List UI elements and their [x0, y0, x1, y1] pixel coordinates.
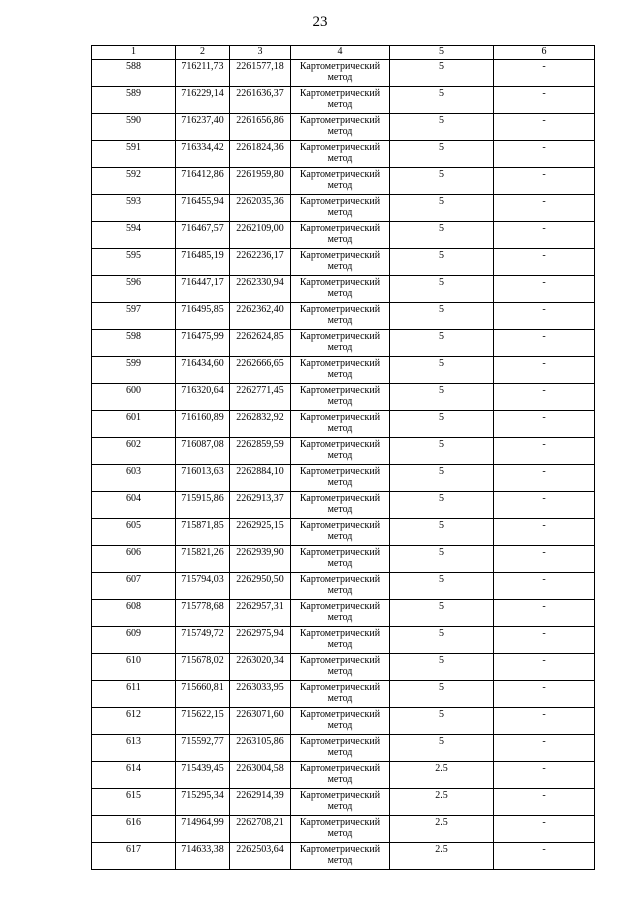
method-cell: Картометрический метод: [291, 384, 390, 411]
description-cell: -: [494, 87, 595, 114]
table-header: [92, 46, 595, 60]
x-coordinate-cell: 716160,89: [176, 411, 230, 438]
x-coordinate-cell: 715915,86: [176, 492, 230, 519]
y-coordinate-cell: 2261824,36: [230, 141, 291, 168]
method-cell: Картометрический метод: [291, 141, 390, 168]
x-coordinate-cell: 716434,60: [176, 357, 230, 384]
table-row: [92, 681, 595, 708]
point-number-cell: 617: [92, 843, 176, 870]
x-coordinate-cell: 716485,19: [176, 249, 230, 276]
description-cell: -: [494, 384, 595, 411]
description-cell: -: [494, 114, 595, 141]
accuracy-cell: 2.5: [390, 762, 494, 789]
table-row: [92, 249, 595, 276]
table-row: [92, 492, 595, 519]
accuracy-cell: 5: [390, 60, 494, 87]
point-number-cell: 594: [92, 222, 176, 249]
method-cell: Картометрический метод: [291, 681, 390, 708]
point-number-cell: 615: [92, 789, 176, 816]
accuracy-cell: 5: [390, 276, 494, 303]
accuracy-cell: 5: [390, 87, 494, 114]
y-coordinate-cell: 2262708,21: [230, 816, 291, 843]
x-coordinate-cell: 715678,02: [176, 654, 230, 681]
x-coordinate-cell: 716447,17: [176, 276, 230, 303]
table-row: [92, 708, 595, 735]
description-cell: -: [494, 168, 595, 195]
point-number-cell: 590: [92, 114, 176, 141]
table-row: [92, 195, 595, 222]
description-cell: -: [494, 843, 595, 870]
point-number-cell: 596: [92, 276, 176, 303]
accuracy-cell: 5: [390, 384, 494, 411]
table-row: [92, 735, 595, 762]
accuracy-cell: 2.5: [390, 789, 494, 816]
table-row: [92, 330, 595, 357]
point-number-cell: 608: [92, 600, 176, 627]
accuracy-cell: 5: [390, 357, 494, 384]
x-coordinate-cell: 716412,86: [176, 168, 230, 195]
y-coordinate-cell: 2263105,86: [230, 735, 291, 762]
point-number-cell: 603: [92, 465, 176, 492]
method-cell: Картометрический метод: [291, 60, 390, 87]
method-cell: Картометрический метод: [291, 330, 390, 357]
table-row: [92, 573, 595, 600]
description-cell: -: [494, 492, 595, 519]
header-row: [92, 46, 595, 60]
x-coordinate-cell: 715871,85: [176, 519, 230, 546]
table-row: [92, 789, 595, 816]
table-row: [92, 762, 595, 789]
table-row: [92, 276, 595, 303]
description-cell: -: [494, 654, 595, 681]
method-cell: Картометрический метод: [291, 789, 390, 816]
accuracy-cell: 5: [390, 411, 494, 438]
table-row: [92, 654, 595, 681]
x-coordinate-cell: 714964,99: [176, 816, 230, 843]
x-coordinate-cell: 716320,64: [176, 384, 230, 411]
x-coordinate-cell: 715295,34: [176, 789, 230, 816]
point-number-cell: 609: [92, 627, 176, 654]
point-number-cell: 605: [92, 519, 176, 546]
method-cell: Картометрический метод: [291, 762, 390, 789]
x-coordinate-cell: 716475,99: [176, 330, 230, 357]
accuracy-cell: 5: [390, 546, 494, 573]
y-coordinate-cell: 2262950,50: [230, 573, 291, 600]
table-row: [92, 357, 595, 384]
method-cell: Картометрический метод: [291, 600, 390, 627]
method-cell: Картометрический метод: [291, 627, 390, 654]
table-row: [92, 843, 595, 870]
description-cell: -: [494, 816, 595, 843]
method-cell: Картометрический метод: [291, 843, 390, 870]
description-cell: -: [494, 681, 595, 708]
point-number-cell: 597: [92, 303, 176, 330]
point-number-cell: 592: [92, 168, 176, 195]
accuracy-cell: 5: [390, 465, 494, 492]
table-body: [92, 60, 595, 870]
method-cell: Картометрический метод: [291, 708, 390, 735]
method-cell: Картометрический метод: [291, 573, 390, 600]
method-cell: Картометрический метод: [291, 492, 390, 519]
point-number-cell: 589: [92, 87, 176, 114]
method-cell: Картометрический метод: [291, 816, 390, 843]
y-coordinate-cell: 2263004,58: [230, 762, 291, 789]
description-cell: -: [494, 249, 595, 276]
accuracy-cell: 5: [390, 168, 494, 195]
x-coordinate-cell: 716229,14: [176, 87, 230, 114]
description-cell: -: [494, 600, 595, 627]
point-number-cell: 613: [92, 735, 176, 762]
accuracy-cell: 5: [390, 573, 494, 600]
y-coordinate-cell: 2261636,37: [230, 87, 291, 114]
point-number-cell: 610: [92, 654, 176, 681]
column-header-6: 6: [494, 46, 595, 60]
x-coordinate-cell: 716455,94: [176, 195, 230, 222]
description-cell: -: [494, 465, 595, 492]
method-cell: Картометрический метод: [291, 411, 390, 438]
description-cell: -: [494, 357, 595, 384]
description-cell: -: [494, 330, 595, 357]
method-cell: Картометрический метод: [291, 357, 390, 384]
description-cell: -: [494, 438, 595, 465]
point-number-cell: 593: [92, 195, 176, 222]
accuracy-cell: 5: [390, 195, 494, 222]
point-number-cell: 600: [92, 384, 176, 411]
table-row: [92, 519, 595, 546]
method-cell: Картометрический метод: [291, 654, 390, 681]
accuracy-cell: 5: [390, 114, 494, 141]
point-number-cell: 612: [92, 708, 176, 735]
column-header-1: 1: [92, 46, 176, 60]
table-row: [92, 168, 595, 195]
description-cell: -: [494, 762, 595, 789]
point-number-cell: 611: [92, 681, 176, 708]
method-cell: Картометрический метод: [291, 249, 390, 276]
table-row: [92, 438, 595, 465]
column-header-3: 3: [230, 46, 291, 60]
accuracy-cell: 5: [390, 492, 494, 519]
x-coordinate-cell: 716495,85: [176, 303, 230, 330]
table-row: [92, 816, 595, 843]
point-number-cell: 601: [92, 411, 176, 438]
method-cell: Картометрический метод: [291, 114, 390, 141]
x-coordinate-cell: 715660,81: [176, 681, 230, 708]
accuracy-cell: 5: [390, 735, 494, 762]
method-cell: Картометрический метод: [291, 303, 390, 330]
accuracy-cell: 5: [390, 654, 494, 681]
method-cell: Картометрический метод: [291, 168, 390, 195]
description-cell: -: [494, 789, 595, 816]
table-row: [92, 141, 595, 168]
y-coordinate-cell: 2263071,60: [230, 708, 291, 735]
table-row: [92, 222, 595, 249]
y-coordinate-cell: 2262666,65: [230, 357, 291, 384]
x-coordinate-cell: 715622,15: [176, 708, 230, 735]
y-coordinate-cell: 2262362,40: [230, 303, 291, 330]
point-number-cell: 588: [92, 60, 176, 87]
y-coordinate-cell: 2262914,39: [230, 789, 291, 816]
point-number-cell: 598: [92, 330, 176, 357]
table-row: [92, 465, 595, 492]
accuracy-cell: 5: [390, 681, 494, 708]
column-header-4: 4: [291, 46, 390, 60]
description-cell: -: [494, 519, 595, 546]
accuracy-cell: 5: [390, 141, 494, 168]
x-coordinate-cell: 716087,08: [176, 438, 230, 465]
description-cell: -: [494, 735, 595, 762]
accuracy-cell: 5: [390, 330, 494, 357]
x-coordinate-cell: 715778,68: [176, 600, 230, 627]
x-coordinate-cell: 715794,03: [176, 573, 230, 600]
table-row: [92, 546, 595, 573]
accuracy-cell: 2.5: [390, 816, 494, 843]
y-coordinate-cell: 2261959,80: [230, 168, 291, 195]
method-cell: Картометрический метод: [291, 87, 390, 114]
y-coordinate-cell: 2262884,10: [230, 465, 291, 492]
x-coordinate-cell: 715592,77: [176, 735, 230, 762]
point-number-cell: 595: [92, 249, 176, 276]
point-number-cell: 616: [92, 816, 176, 843]
y-coordinate-cell: 2262503,64: [230, 843, 291, 870]
y-coordinate-cell: 2263020,34: [230, 654, 291, 681]
accuracy-cell: 5: [390, 519, 494, 546]
x-coordinate-cell: 715439,45: [176, 762, 230, 789]
y-coordinate-cell: 2262771,45: [230, 384, 291, 411]
y-coordinate-cell: 2261656,86: [230, 114, 291, 141]
description-cell: -: [494, 222, 595, 249]
y-coordinate-cell: 2262624,85: [230, 330, 291, 357]
y-coordinate-cell: 2262330,94: [230, 276, 291, 303]
accuracy-cell: 5: [390, 249, 494, 276]
y-coordinate-cell: 2262957,31: [230, 600, 291, 627]
point-number-cell: 614: [92, 762, 176, 789]
y-coordinate-cell: 2262236,17: [230, 249, 291, 276]
point-number-cell: 607: [92, 573, 176, 600]
method-cell: Картометрический метод: [291, 438, 390, 465]
description-cell: -: [494, 546, 595, 573]
accuracy-cell: 5: [390, 600, 494, 627]
point-number-cell: 606: [92, 546, 176, 573]
y-coordinate-cell: 2262939,90: [230, 546, 291, 573]
accuracy-cell: 5: [390, 303, 494, 330]
table-row: [92, 114, 595, 141]
x-coordinate-cell: 714633,38: [176, 843, 230, 870]
method-cell: Картометрический метод: [291, 222, 390, 249]
description-cell: -: [494, 276, 595, 303]
table-row: [92, 600, 595, 627]
accuracy-cell: 5: [390, 627, 494, 654]
x-coordinate-cell: 716013,63: [176, 465, 230, 492]
accuracy-cell: 5: [390, 438, 494, 465]
y-coordinate-cell: 2263033,95: [230, 681, 291, 708]
table-row: [92, 411, 595, 438]
table-row: [92, 87, 595, 114]
table-row: [92, 627, 595, 654]
page-number: 23: [312, 14, 328, 30]
y-coordinate-cell: 2262913,37: [230, 492, 291, 519]
accuracy-cell: 2.5: [390, 843, 494, 870]
description-cell: -: [494, 573, 595, 600]
column-header-5: 5: [390, 46, 494, 60]
column-header-2: 2: [176, 46, 230, 60]
y-coordinate-cell: 2262859,59: [230, 438, 291, 465]
description-cell: -: [494, 195, 595, 222]
y-coordinate-cell: 2262975,94: [230, 627, 291, 654]
x-coordinate-cell: 716467,57: [176, 222, 230, 249]
point-number-cell: 604: [92, 492, 176, 519]
method-cell: Картометрический метод: [291, 465, 390, 492]
description-cell: -: [494, 60, 595, 87]
coordinates-table: [91, 45, 595, 870]
x-coordinate-cell: 716334,42: [176, 141, 230, 168]
table-row: [92, 303, 595, 330]
description-cell: -: [494, 708, 595, 735]
x-coordinate-cell: 715749,72: [176, 627, 230, 654]
description-cell: -: [494, 141, 595, 168]
description-cell: -: [494, 627, 595, 654]
accuracy-cell: 5: [390, 222, 494, 249]
method-cell: Картометрический метод: [291, 276, 390, 303]
method-cell: Картометрический метод: [291, 195, 390, 222]
point-number-cell: 591: [92, 141, 176, 168]
accuracy-cell: 5: [390, 708, 494, 735]
method-cell: Картометрический метод: [291, 735, 390, 762]
x-coordinate-cell: 716211,73: [176, 60, 230, 87]
table-row: [92, 60, 595, 87]
table-row: [92, 384, 595, 411]
y-coordinate-cell: 2262832,92: [230, 411, 291, 438]
x-coordinate-cell: 715821,26: [176, 546, 230, 573]
point-number-cell: 599: [92, 357, 176, 384]
y-coordinate-cell: 2262925,15: [230, 519, 291, 546]
method-cell: Картометрический метод: [291, 546, 390, 573]
y-coordinate-cell: 2262035,36: [230, 195, 291, 222]
method-cell: Картометрический метод: [291, 519, 390, 546]
y-coordinate-cell: 2262109,00: [230, 222, 291, 249]
description-cell: -: [494, 411, 595, 438]
y-coordinate-cell: 2261577,18: [230, 60, 291, 87]
description-cell: -: [494, 303, 595, 330]
x-coordinate-cell: 716237,40: [176, 114, 230, 141]
point-number-cell: 602: [92, 438, 176, 465]
